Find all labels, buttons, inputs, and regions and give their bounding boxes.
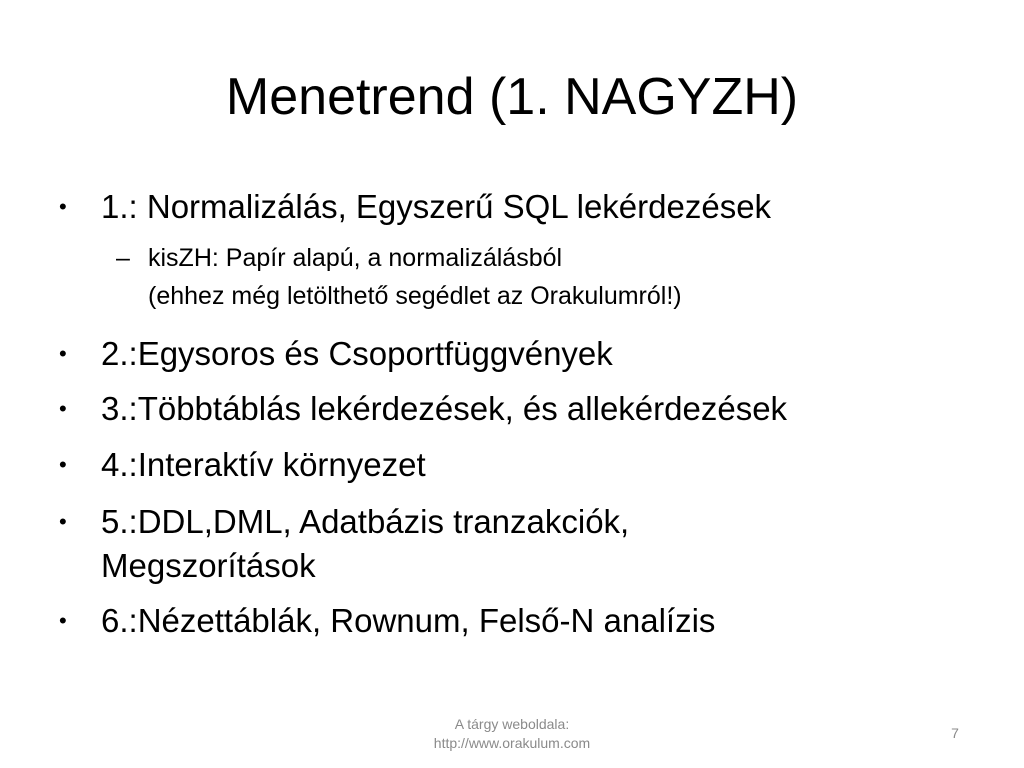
- bullet-icon: •: [59, 194, 67, 219]
- sub-bullet-text-line2: (ehhez még letölthető segédlet az Orakulumról!): [148, 282, 682, 310]
- bullet-item-text: 2.:Egysoros és Csoportfüggvények: [101, 335, 613, 372]
- bullet-item-text: 3.:Többtáblás lekérdezések, és allekérdezések: [101, 390, 788, 427]
- footer: [362, 715, 662, 753]
- bullet-item-text: 6.:Nézettáblák, Rownum, Felső-N analízis: [101, 602, 716, 639]
- slide-title: Menetrend (1. NAGYZH): [225, 68, 799, 126]
- footer-label: A tárgy weboldala:: [454, 716, 570, 732]
- bullet-item-text-line1: 5.:DDL,DML, Adatbázis tranzakciók,: [101, 503, 630, 540]
- bullet-icon: •: [59, 608, 67, 633]
- bullet-item-text: 1.: Normalizálás, Egyszerű SQL lekérdezések: [101, 188, 772, 225]
- bullet-icon: •: [59, 509, 67, 534]
- bullet-item-text: 4.:Interaktív környezet: [101, 446, 426, 483]
- bullet-icon: •: [59, 452, 67, 477]
- footer-url: http://www.orakulum.com: [433, 735, 591, 751]
- dash-icon: –: [116, 244, 130, 272]
- sub-bullet-text-line1: kisZH: Papír alapú, a normalizálásból: [148, 244, 563, 272]
- bullet-icon: •: [59, 341, 67, 366]
- page-number: 7: [951, 725, 959, 741]
- bullet-icon: •: [59, 396, 67, 421]
- bullet-item-text-line2: Megszorítások: [101, 547, 316, 584]
